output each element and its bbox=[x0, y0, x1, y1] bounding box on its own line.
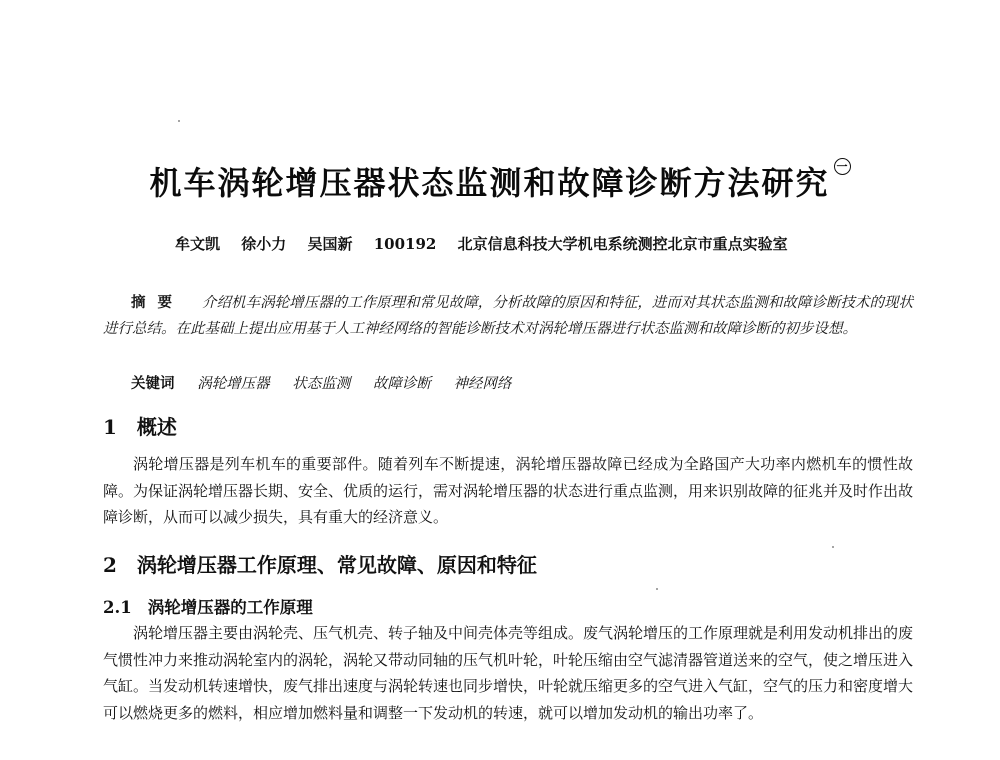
author-line bbox=[175, 233, 804, 254]
keyword: 状态监测 bbox=[292, 376, 351, 392]
keyword: 涡轮增压器 bbox=[197, 376, 270, 392]
author-name: 吴国新 bbox=[307, 235, 353, 253]
keyword: 故障诊断 bbox=[372, 376, 431, 392]
scan-speck bbox=[832, 546, 834, 548]
footnote-marker: 一 bbox=[834, 158, 851, 175]
author-name: 徐小力 bbox=[241, 235, 287, 253]
section-heading-1 bbox=[103, 411, 177, 440]
section-title: 概述 bbox=[136, 415, 177, 439]
section-number: 2 bbox=[103, 553, 117, 577]
keyword: 神经网络 bbox=[453, 376, 512, 392]
keywords-label: 关键词 bbox=[131, 375, 175, 392]
section-title: 涡轮增压器工作原理、常见故障、原因和特征 bbox=[136, 553, 537, 577]
abstract-text: 介绍机车涡轮增压器的工作原理和常见故障，分析故障的原因和特征，进而对其状态监测和故障诊断技术的现状进行总结。在此基础上提出应用基于人工神经网络的智能诊断技术对涡轮增压器进行状态监测和故障诊断的初步设想。 bbox=[103, 295, 914, 337]
scan-speck bbox=[178, 120, 180, 122]
author-name: 牟文凯 bbox=[175, 235, 221, 253]
abstract-label: 摘要 bbox=[131, 294, 185, 311]
postcode: 100192 bbox=[373, 235, 437, 253]
paper-title bbox=[0, 158, 1000, 204]
affiliation: 北京信息科技大学机电系统测控北京市重点实验室 bbox=[457, 235, 788, 253]
abstract bbox=[103, 290, 913, 342]
subsection-number: 2.1 bbox=[103, 598, 132, 617]
section-2-1-paragraph: 涡轮增压器主要由涡轮壳、压气机壳、转子轴及中间壳体壳等组成。废气涡轮增压的工作原理就是利用发动机排出的废气惯性冲力来推动涡轮室内的涡轮，涡轮又带动同轴的压气机叶轮，叶轮压缩由空气滤清器管道送来的空气，使之增压进入气缸。当发动机转速增快，废气排出速度与涡轮转速也同步增快，叶轮就压缩更多的空气进入气缸，空气的压力和密度增大可以燃烧更多的燃料，相应增加燃料量和调整一下发动机的转速，就可以增加发动机的输出功率了。 bbox=[103, 624, 914, 722]
section-heading-2 bbox=[103, 549, 537, 578]
keywords bbox=[131, 372, 529, 393]
section-1-paragraph: 涡轮增压器是列车机车的重要部件。随着列车不断提速，涡轮增压器故障已经成为全路国产大功率内燃机车的惯性故障。为保证涡轮增压器长期、安全、优质的运行，需对涡轮增压器的状态进行重点监测，用来识别故障的征兆并及时作出故障诊断，从而可以减少损失，具有重大的经济意义。 bbox=[103, 455, 914, 526]
section-number: 1 bbox=[103, 415, 117, 439]
paper-title-text: 机车涡轮增压器状态监测和故障诊断方法研究 bbox=[149, 164, 830, 202]
subsection-title: 涡轮增压器的工作原理 bbox=[147, 598, 313, 617]
scan-speck bbox=[656, 588, 658, 590]
subsection-heading-2-1 bbox=[103, 594, 313, 618]
